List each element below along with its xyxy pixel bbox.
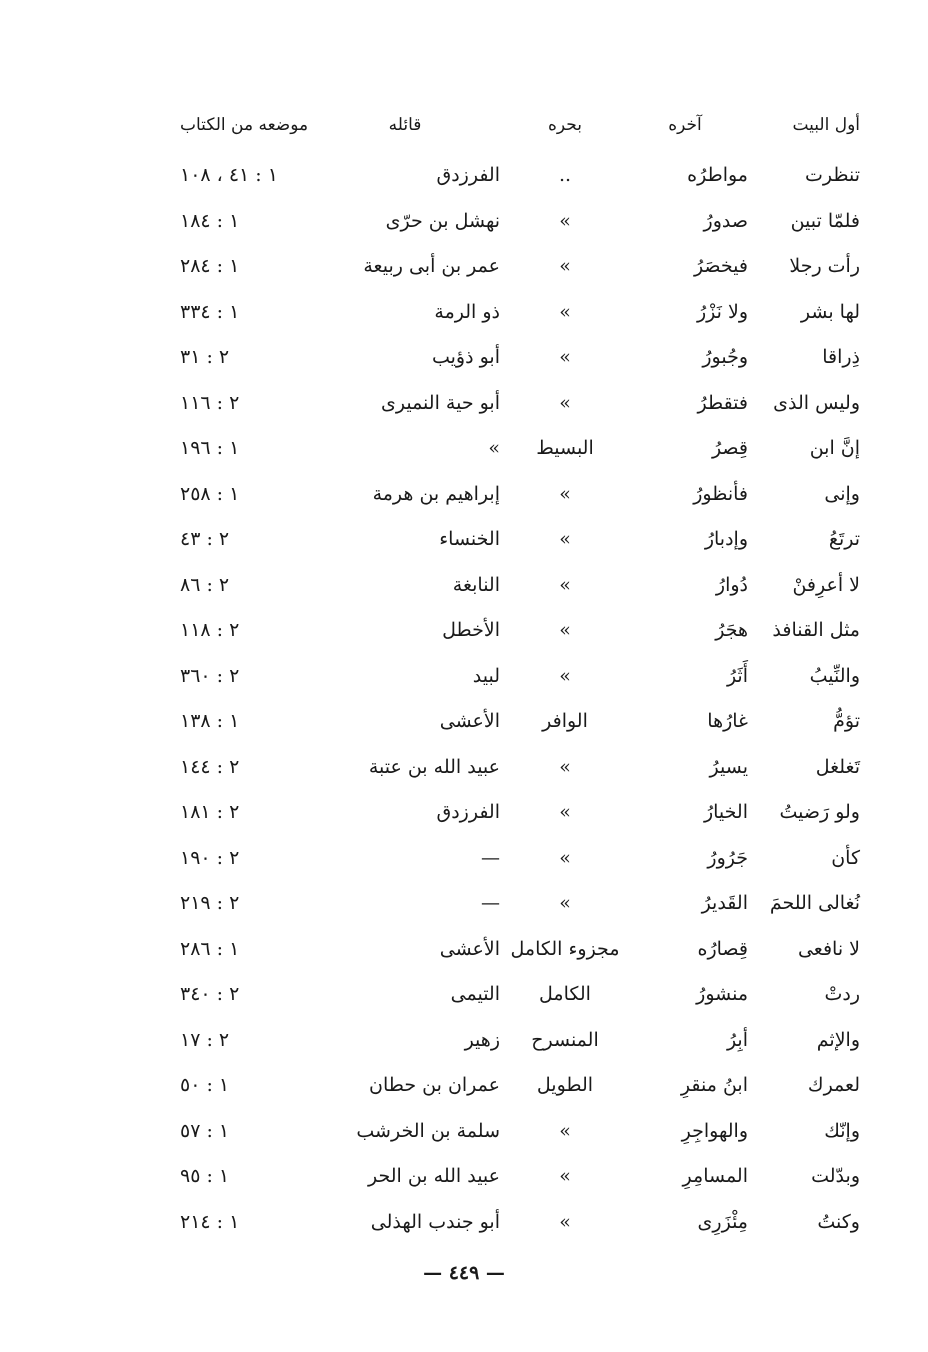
table-row xyxy=(180,338,860,384)
verse-first-word: وكنتُ xyxy=(817,1210,860,1233)
verse-meter: » xyxy=(559,255,571,277)
table-row xyxy=(180,793,860,839)
verse-location: ١ : ٢١٤ xyxy=(180,1210,240,1233)
verse-poet: عبيد الله بن الحر xyxy=(367,1165,500,1187)
verse-location: ١ : ٢٨٦ xyxy=(180,937,240,960)
verse-location: ٢ : ٣٦٠ xyxy=(180,664,240,687)
verse-location: ٢ : ٣٤٠ xyxy=(180,983,240,1005)
verse-first-word: وبدّلت xyxy=(811,1165,860,1187)
verse-first-word: وليس الذى xyxy=(773,391,860,414)
verse-meter: .. xyxy=(558,164,572,186)
verse-first-word: تنظرت xyxy=(805,164,860,186)
verse-location: ١ : ١٨٤ xyxy=(180,209,240,232)
verse-last-word: ابنُ منقرِ xyxy=(680,1074,748,1096)
verse-first-word: وإنى xyxy=(824,482,860,505)
verse-poet: » xyxy=(488,437,500,459)
verse-location: ٢ : ١٤٤ xyxy=(180,755,240,778)
verse-last-word: فتقطرُ xyxy=(697,391,748,414)
verse-last-word: قِصارُه xyxy=(697,937,748,960)
verse-first-word: تؤمُّ xyxy=(833,710,860,732)
verse-poet: الفرزدق xyxy=(436,801,500,823)
verse-meter: البسيط xyxy=(536,437,594,459)
verse-first-word: ولو رَضيتُ xyxy=(779,801,860,823)
verse-last-word: مواطرُه xyxy=(687,164,748,186)
verse-index-table xyxy=(180,106,860,1248)
verse-poet: الأخطل xyxy=(442,619,500,641)
verse-meter: » xyxy=(559,528,571,550)
table-row xyxy=(180,611,860,657)
verse-first-word: نُغالى اللحمَ xyxy=(769,892,860,914)
table-row xyxy=(180,566,860,612)
table-row xyxy=(180,429,860,475)
verse-poet: — xyxy=(481,846,500,869)
verse-last-word: غارُها xyxy=(707,710,748,732)
verse-first-word: تَغلغل xyxy=(815,755,860,778)
table-row xyxy=(180,1112,860,1158)
verse-location: ١ : ١٣٨ xyxy=(180,710,240,732)
verse-poet: التيمى xyxy=(450,983,500,1005)
verse-meter: » xyxy=(559,1119,571,1142)
verse-last-word: جَرُورُ xyxy=(707,846,748,869)
table-row xyxy=(180,1203,860,1249)
verse-last-word: فيخصَرُ xyxy=(693,255,748,277)
verse-first-word: لها بشر xyxy=(800,300,860,323)
verse-first-word: لا نافعى xyxy=(797,937,860,960)
verse-last-word: أَثَرُ xyxy=(726,664,748,687)
verse-meter: » xyxy=(559,300,571,323)
verse-first-word: رأت رجلا xyxy=(789,255,860,277)
verse-location: ١ : ١٩٦ xyxy=(180,437,240,459)
verse-poet: أبو جندب الهذلى xyxy=(370,1210,500,1233)
verse-last-word: هجَرُ xyxy=(715,619,748,641)
verse-first-word: وإنّك xyxy=(824,1119,860,1142)
header-meter: بحره xyxy=(548,115,582,135)
verse-last-word: قِصرُ xyxy=(711,437,748,459)
verse-location: ١ : ٥٧ xyxy=(180,1119,230,1142)
verse-last-word: دُوارُ xyxy=(715,573,748,596)
verse-location: ٢ : ٨٦ xyxy=(180,573,230,596)
verse-poet: النابغة xyxy=(452,573,500,596)
verse-first-word: كأن xyxy=(831,846,860,869)
verse-first-word: ذِراقا xyxy=(822,346,860,368)
table-row xyxy=(180,1066,860,1112)
verse-last-word: مِئْزَرِى xyxy=(697,1210,748,1233)
verse-first-word: لا أعرِفنْ xyxy=(792,573,860,596)
verse-last-word: والهواجِرِ xyxy=(681,1119,748,1142)
verse-first-word: والنِّيبُ xyxy=(809,664,860,687)
table-row xyxy=(180,657,860,703)
verse-poet: أبو حية النميرى xyxy=(380,391,500,414)
verse-first-word: إنَّ ابن xyxy=(809,437,860,459)
verse-poet: الفرزدق xyxy=(436,164,500,186)
verse-meter: » xyxy=(559,619,571,641)
verse-poet: نهشل بن حرّى xyxy=(385,209,500,232)
verse-meter: » xyxy=(559,573,571,596)
table-row xyxy=(180,384,860,430)
verse-location: ٢ : ١١٨ xyxy=(180,619,240,641)
verse-poet: ذو الرمة xyxy=(434,300,500,323)
verse-location: ٢ : ١٧ xyxy=(180,1028,230,1051)
table-row xyxy=(180,930,860,976)
verse-poet: زهير xyxy=(464,1028,500,1051)
verse-last-word: ولا نَزْرُ xyxy=(697,300,748,323)
verse-meter: » xyxy=(559,1165,571,1187)
verse-poet: إبراهيم بن هرمة xyxy=(372,482,500,505)
table-row xyxy=(180,293,860,339)
verse-meter: الكامل xyxy=(539,983,591,1005)
verse-meter: » xyxy=(559,346,571,368)
verse-meter: » xyxy=(559,209,571,232)
verse-location: ١ : ٢٥٨ xyxy=(180,482,240,505)
verse-poet: عمران بن حطان xyxy=(369,1074,500,1096)
table-row xyxy=(180,520,860,566)
verse-location: ١ : ٢٨٤ xyxy=(180,255,240,277)
verse-location: ٢ : ٤٣ xyxy=(180,528,230,550)
table-row xyxy=(180,202,860,248)
verse-meter: » xyxy=(559,892,571,914)
verse-last-word: صدورُ xyxy=(703,209,748,232)
verse-poet: سلمة بن الخرشب xyxy=(356,1119,500,1142)
table-row xyxy=(180,1021,860,1067)
header-first-words: أول البيت xyxy=(792,115,860,135)
verse-first-word: ردتْ xyxy=(824,983,860,1005)
verse-last-word: فأنظورُ xyxy=(693,482,748,505)
table-row xyxy=(180,839,860,885)
verse-last-word: وجُبورُ xyxy=(702,346,748,368)
verse-poet: الأعشى xyxy=(439,710,500,732)
header-poet: قائله xyxy=(388,115,422,135)
verse-location: ١ : ٥٠ xyxy=(180,1074,230,1096)
verse-last-word: المسامِرِ xyxy=(682,1165,748,1187)
table-row xyxy=(180,748,860,794)
verse-location: ١ : ٤١ ، ١٠٨ xyxy=(180,164,278,186)
verse-first-word: والإثم xyxy=(816,1028,860,1051)
table-row xyxy=(180,702,860,748)
verse-meter: مجزوء الكامل xyxy=(510,937,620,960)
verse-meter: » xyxy=(559,664,571,687)
verse-location: ٢ : ١٩٠ xyxy=(180,846,240,869)
verse-last-word: يسيرُ xyxy=(709,755,748,778)
table-row xyxy=(180,156,860,202)
verse-meter: الطويل xyxy=(536,1074,594,1096)
header-last-word: آخره xyxy=(668,115,702,135)
verse-poet: أبو ذؤيب xyxy=(431,346,500,368)
verse-poet: الأعشى xyxy=(439,937,500,960)
verse-location: ٢ : ١١٦ xyxy=(180,391,240,414)
table-row xyxy=(180,1157,860,1203)
verse-meter: » xyxy=(559,755,571,778)
verse-location: ٢ : ٣١ xyxy=(180,346,230,368)
table-row xyxy=(180,884,860,930)
verse-meter: » xyxy=(559,1210,571,1233)
verse-location: ٢ : ٢١٩ xyxy=(180,892,240,914)
verse-location: ١ : ٩٥ xyxy=(180,1165,230,1187)
header-location: موضعه من الكتاب xyxy=(180,115,309,135)
verse-meter: » xyxy=(559,482,571,505)
verse-location: ٢ : ١٨١ xyxy=(180,801,240,823)
verse-poet: — xyxy=(481,892,500,914)
verse-last-word: أبِرُ xyxy=(726,1028,748,1051)
verse-first-word: لعمرك xyxy=(807,1074,860,1096)
verse-last-word: منشورُ xyxy=(696,983,748,1005)
table-row xyxy=(180,475,860,521)
verse-poet: عمر بن أبى ربيعة xyxy=(363,255,500,277)
table-row xyxy=(180,247,860,293)
verse-meter: » xyxy=(559,801,571,823)
verse-meter: » xyxy=(559,846,571,869)
verse-meter: المنسرح xyxy=(531,1028,599,1051)
verse-meter: الوافر xyxy=(542,710,588,732)
verse-last-word: وإدبارُ xyxy=(704,528,748,550)
table-row xyxy=(180,975,860,1021)
verse-location: ١ : ٣٣٤ xyxy=(180,300,240,323)
verse-poet: الخنساء xyxy=(439,528,500,550)
page-number: — ٤٤٩ — xyxy=(423,1262,505,1284)
verse-first-word: مثل القنافذ xyxy=(772,619,860,641)
table-header-row xyxy=(180,106,860,156)
verse-meter: » xyxy=(559,391,571,414)
verse-first-word: فلمّا تبين xyxy=(790,209,860,232)
verse-last-word: الخيارُ xyxy=(703,801,748,823)
verse-poet: لبيد xyxy=(472,664,500,687)
verse-poet: عبيد الله بن عتبة xyxy=(368,755,500,778)
verse-first-word: ترتَعُ xyxy=(828,528,860,550)
verse-last-word: القَديرُ xyxy=(701,892,748,914)
